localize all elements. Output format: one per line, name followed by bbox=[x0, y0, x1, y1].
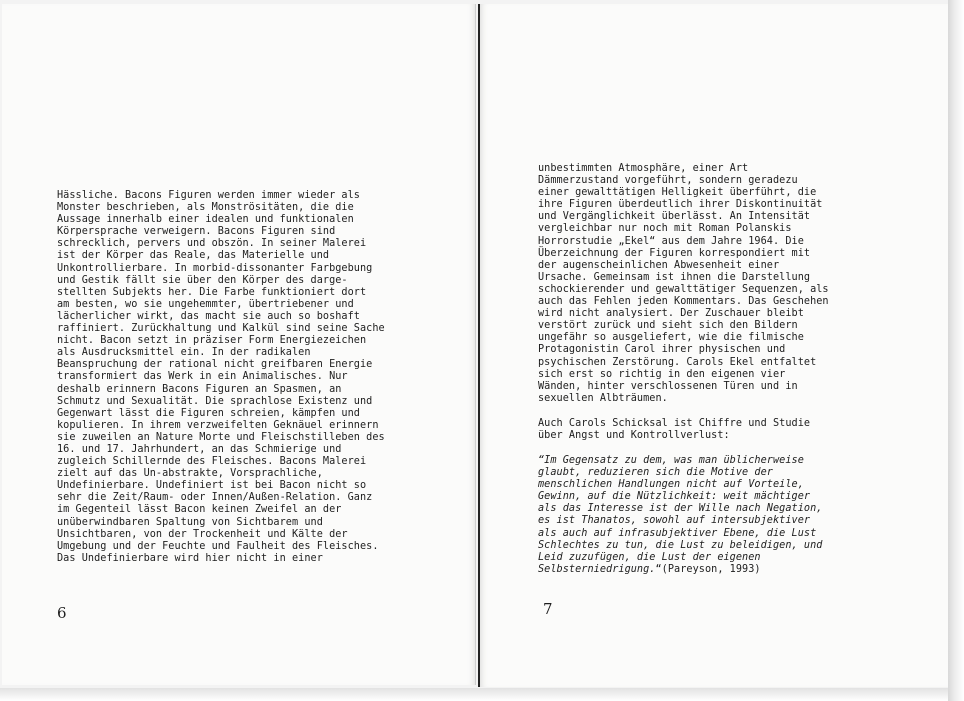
text-line: stellten Subjekts her. Die Farbe funktioniert dort bbox=[57, 286, 367, 298]
quote-line: Gewinn, auf die Nützlichkeit: weit mächtiger bbox=[538, 491, 811, 503]
text-line: Protagonistin Carol ihrer physischen und bbox=[538, 344, 786, 356]
text-line: im Gegenteil lässt Bacon keinen Zweifel an der bbox=[57, 504, 342, 516]
text-line: Ursache. Gemeinsam ist ihnen die Darstellung bbox=[538, 271, 811, 283]
text-line: sie zuweilen an Nature Morte und Fleischstilleben des bbox=[57, 431, 385, 443]
text-line: kopulieren. In ihrem verzweifelten Geknäuel erinnern bbox=[57, 419, 379, 431]
text-line: Überzeichnung der Figuren korrespondiert mit bbox=[538, 247, 811, 259]
text-line: Das Undefinierbare wird hier nicht in einer bbox=[57, 552, 323, 564]
text-line: und Vergänglichkeit überlässt. An Intensität bbox=[538, 211, 811, 223]
text-line: Monster beschrieben, als Monströsitäten, die die bbox=[57, 202, 354, 214]
text-line: Dämmerzustand vorgeführt, sondern geradezu bbox=[538, 175, 798, 187]
text-line: Körpersprache verweigern. Bacons Figuren sind bbox=[57, 226, 336, 238]
text-line: schockierender und gewalttätiger Sequenzen, als bbox=[538, 283, 829, 295]
text-line: Unkontrollierbare. In morbid-dissonanter Farbgebung bbox=[57, 262, 373, 274]
text-line: psychischen Zerstörung. Carols Ekel entfaltet bbox=[538, 356, 817, 368]
text-line: sehr die Zeit/Raum- oder Innen/Außen-Relation. Ganz bbox=[57, 492, 373, 504]
text-line: lächerlicher wirkt, das macht sie auch so boshaft bbox=[57, 310, 360, 322]
quote-line: als auch auf infrasubjektiver Ebene, die Lust bbox=[538, 527, 817, 539]
text-line: sich erst so richtig in den eigenen vier bbox=[538, 368, 786, 380]
text-line: der augenscheinlichen Abwesenheit einer bbox=[538, 259, 780, 271]
page-number-right: 7 bbox=[543, 600, 553, 618]
text-line: unüberwindbaren Spaltung von Sichtbarem und bbox=[57, 516, 323, 528]
text-line: am besten, wo sie ungehemmter, übertriebener und bbox=[57, 298, 354, 310]
text-line: verstört zurück und sieht sich den Bildern bbox=[538, 320, 798, 332]
text-line: Horrorstudie „Ekel“ aus dem Jahre 1964. Die bbox=[538, 235, 804, 247]
text-line: ist der Körper das Reale, das Materielle und bbox=[57, 250, 330, 262]
text-line: über Angst und Kontrollverlust: bbox=[538, 430, 730, 442]
text-line: Wänden, hinter verschlossenen Türen und in bbox=[538, 380, 798, 392]
quote-line: es ist Thanatos, sowohl auf intersubjektiver bbox=[538, 515, 811, 527]
text-line: Schmutz und Sexualität. Die sprachlose Existenz und bbox=[57, 395, 373, 407]
left-page-body bbox=[57, 190, 385, 565]
text-line: vergleichbar nur noch mit Roman Polanskis bbox=[538, 223, 792, 235]
page-edge-bottom bbox=[0, 688, 948, 701]
text-line: auch das Fehlen jeden Kommentars. Das Geschehen bbox=[538, 296, 829, 308]
text-line: Umgebung und der Feuchte und Faulheit des Fleisches. bbox=[57, 540, 379, 552]
text-line: Unsichtbaren, von der Trockenheit und Kälte der bbox=[57, 528, 348, 540]
right-page-quote bbox=[538, 455, 822, 576]
quote-line: Schlechtes zu tun, die Lust zu beleidigen, und bbox=[538, 539, 823, 551]
text-line: zielt auf das Un-abstrakte, Vorsprachliche, bbox=[57, 468, 323, 480]
text-line: unbestimmten Atmosphäre, einer Art bbox=[538, 163, 749, 174]
text-line: als Ausdrucksmittel ein. In der radikalen bbox=[57, 347, 311, 359]
text-line: Aussage innerhalb einer idealen und funktionalen bbox=[57, 214, 354, 226]
quote-citation: “(Pareyson, 1993) bbox=[655, 563, 761, 575]
quote-line bbox=[538, 564, 822, 576]
text-line: Gegenwart lässt die Figuren schreien, kämpfen und bbox=[57, 407, 360, 419]
text-line: wird nicht analysiert. Der Zuschauer bleibt bbox=[538, 308, 804, 320]
quote-line: “Im Gegensatz zu dem, was man üblicherweise bbox=[538, 455, 804, 466]
right-page-paragraph-1 bbox=[538, 163, 829, 405]
text-line: Beanspruchung der rational nicht greifbaren Energie bbox=[57, 359, 373, 371]
text-line: und Gestik fällt sie über den Körper des darge- bbox=[57, 274, 348, 286]
page-edge-right bbox=[948, 0, 964, 701]
text-line: sexuellen Albträumen. bbox=[538, 392, 668, 404]
text-line: 16. und 17. Jahrhundert, an das Schmierige und bbox=[57, 443, 342, 455]
text-line: Auch Carols Schicksal ist Chiffre und Studie bbox=[538, 418, 811, 429]
quote-line: als das Interesse ist der Wille nach Negation, bbox=[538, 503, 823, 515]
text-line: ungefähr so ausgeliefert, wie die filmische bbox=[538, 332, 804, 344]
quote-line: glaubt, reduzieren sich die Motive der bbox=[538, 467, 773, 479]
text-line: Undefinierbare. Undefiniert ist bei Bacon nicht so bbox=[57, 480, 367, 492]
text-line: nicht. Bacon setzt in präziser Form Energiezeichen bbox=[57, 335, 367, 347]
quote-text: Selbsterniedrigung. bbox=[538, 563, 656, 575]
text-line: ihre Figuren überdeutlich ihrer Diskontinuität bbox=[538, 199, 823, 211]
quote-line: Leid zuzufügen, die Lust der eigenen bbox=[538, 551, 761, 563]
text-line: transformiert das Werk in ein Animalisches. Nur bbox=[57, 371, 348, 383]
quote-line: menschlichen Handlungen nicht auf Vorteile, bbox=[538, 479, 804, 491]
text-line: raffiniert. Zurückhaltung und Kalkül sind seine Sache bbox=[57, 323, 385, 335]
text-line: Hässliche. Bacons Figuren werden immer wieder als bbox=[57, 190, 360, 201]
text-line: schrecklich, pervers und obszön. In seiner Malerei bbox=[57, 238, 367, 250]
page-number-left: 6 bbox=[57, 604, 67, 622]
text-line: zugleich Schillernde des Fleisches. Bacons Malerei bbox=[57, 456, 367, 468]
text-line: deshalb erinnern Bacons Figuren an Spasmen, an bbox=[57, 383, 342, 395]
right-page-paragraph-2 bbox=[538, 418, 810, 442]
text-line: einer gewalttätigen Helligkeit überführt, die bbox=[538, 187, 817, 199]
